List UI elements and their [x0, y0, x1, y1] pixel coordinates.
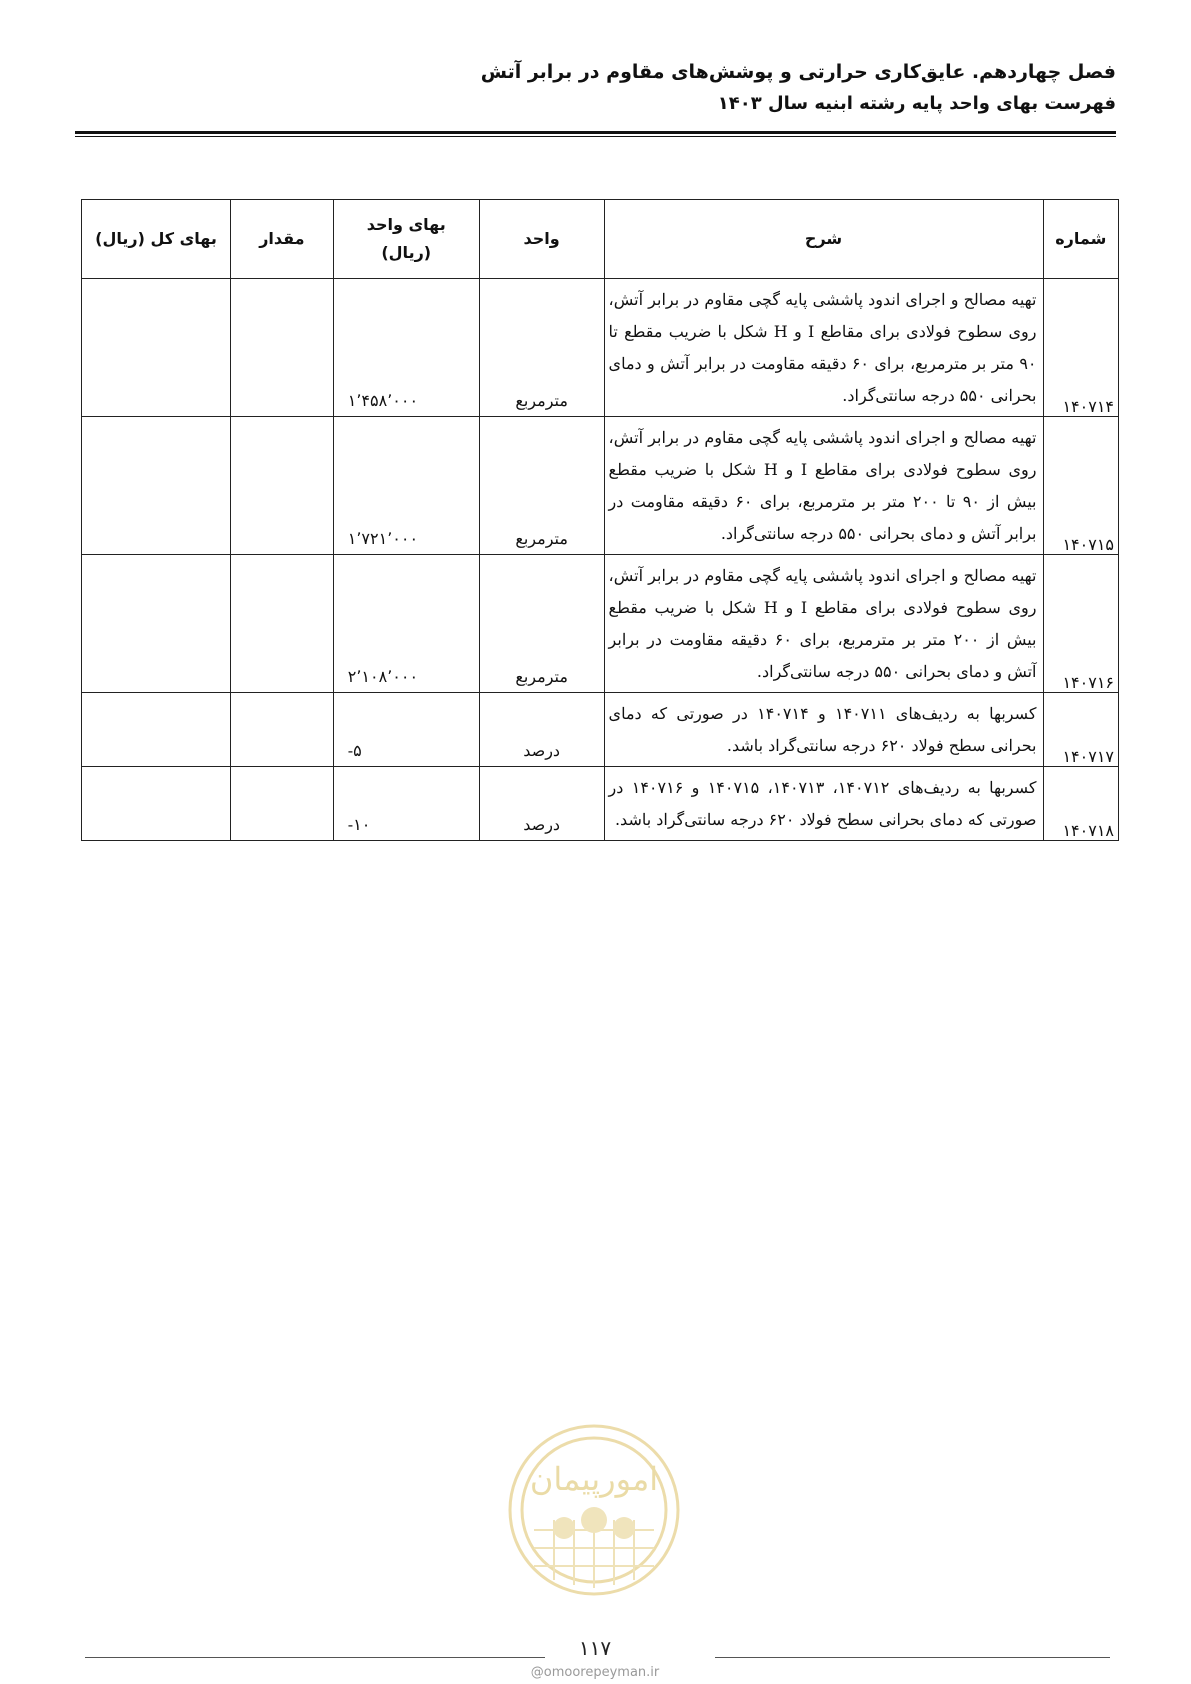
chapter-title: فصل چهاردهم. عایق‌کاری حرارتی و پوشش‌های مقاوم در برابر آتش — [480, 61, 1116, 83]
row-description: کسربها به ردیف‌های ۱۴۰۷۱۲، ۱۴۰۷۱۳، ۱۴۰۷۱۵ و ۱۴۰۷۱۶ در صورتی که دمای بحرانی سطح فولاد ۶۲۰ درجه سانتی‌گراد باشد. — [604, 767, 1043, 841]
row-number: ۱۴۰۷۱۸ — [1043, 767, 1119, 841]
header-quantity: مقدار — [231, 200, 334, 279]
header-rule-thin — [75, 136, 1116, 137]
row-description: تهیه مصالح و اجرای اندود پاششی پایه گچی مقاوم در برابر آتش، روی سطوح فولادی برای مقاطع I و H شکل با ضریب مقطع تا ۹۰ متر بر مترمربع، برای ۶۰ دقیقه مقاومت در برابر آتش و دمای بحرانی ۵۵۰ درجه سانتی‌گراد. — [604, 279, 1043, 417]
watermark-seal-logo — [504, 1420, 684, 1600]
watermark-logo-text: امورپیمان — [529, 1460, 659, 1498]
footer-rule-right — [715, 1657, 1110, 1658]
row-total — [82, 693, 231, 767]
row-total — [82, 767, 231, 841]
row-quantity — [231, 767, 334, 841]
table-row — [82, 693, 1119, 767]
row-number: ۱۴۰۷۱۶ — [1043, 555, 1119, 693]
row-quantity — [231, 555, 334, 693]
header-rule-thick — [75, 131, 1116, 134]
header-number: شماره — [1043, 200, 1119, 279]
row-total — [82, 279, 231, 417]
row-unit: مترمربع — [479, 279, 604, 417]
row-quantity — [231, 279, 334, 417]
row-total — [82, 417, 231, 555]
table-row — [82, 279, 1119, 417]
row-quantity — [231, 693, 334, 767]
header-unit-price-label: بهای واحد — [366, 215, 446, 234]
price-table — [81, 199, 1119, 841]
row-unit: درصد — [479, 767, 604, 841]
row-unit-price: ۱٬۷۲۱٬۰۰۰ — [333, 417, 479, 555]
row-description: کسربها به ردیف‌های ۱۴۰۷۱۱ و ۱۴۰۷۱۴ در صورتی که دمای بحرانی سطح فولاد ۶۲۰ درجه سانتی‌گراد باشد. — [604, 693, 1043, 767]
row-unit: مترمربع — [479, 555, 604, 693]
row-unit-price: ۲٬۱۰۸٬۰۰۰ — [333, 555, 479, 693]
page-header — [75, 56, 1116, 120]
row-unit-price: -۱۰ — [333, 767, 479, 841]
website-link[interactable]: @omoorepeyman.ir — [530, 1665, 660, 1680]
footer-rule-left — [85, 1657, 545, 1658]
row-unit: درصد — [479, 693, 604, 767]
header-total: بهای کل (ریال) — [82, 200, 231, 279]
table-header-row — [82, 200, 1119, 279]
page-number: ۱۱۷ — [578, 1636, 612, 1660]
row-description: تهیه مصالح و اجرای اندود پاششی پایه گچی مقاوم در برابر آتش، روی سطوح فولادی برای مقاطع I و H شکل با ضریب مقطع بیش از ۹۰ تا ۲۰۰ متر بر مترمربع، برای ۶۰ دقیقه مقاومت در برابر آتش و دمای بحرانی ۵۵۰ درجه سانتی‌گراد. — [604, 417, 1043, 555]
table-row — [82, 417, 1119, 555]
row-unit: مترمربع — [479, 417, 604, 555]
row-number: ۱۴۰۷۱۷ — [1043, 693, 1119, 767]
row-unit-price: -۵ — [333, 693, 479, 767]
row-unit-price: ۱٬۴۵۸٬۰۰۰ — [333, 279, 479, 417]
table-row — [82, 555, 1119, 693]
row-quantity — [231, 417, 334, 555]
header-unit-price — [333, 200, 479, 279]
header-unit-price-currency: (ریال) — [381, 243, 432, 262]
row-number: ۱۴۰۷۱۵ — [1043, 417, 1119, 555]
row-number: ۱۴۰۷۱۴ — [1043, 279, 1119, 417]
table-row — [82, 767, 1119, 841]
header-description: شرح — [604, 200, 1043, 279]
price-list-title: فهرست بهای واحد پایه رشته ابنیه سال ۱۴۰۳ — [717, 93, 1116, 114]
row-total — [82, 555, 231, 693]
header-unit: واحد — [479, 200, 604, 279]
row-description: تهیه مصالح و اجرای اندود پاششی پایه گچی مقاوم در برابر آتش، روی سطوح فولادی برای مقاطع I و H شکل با ضریب مقطع بیش از ۲۰۰ متر بر مترمربع، برای ۶۰ دقیقه مقاومت در برابر آتش و دمای بحرانی ۵۵۰ درجه سانتی‌گراد. — [604, 555, 1043, 693]
